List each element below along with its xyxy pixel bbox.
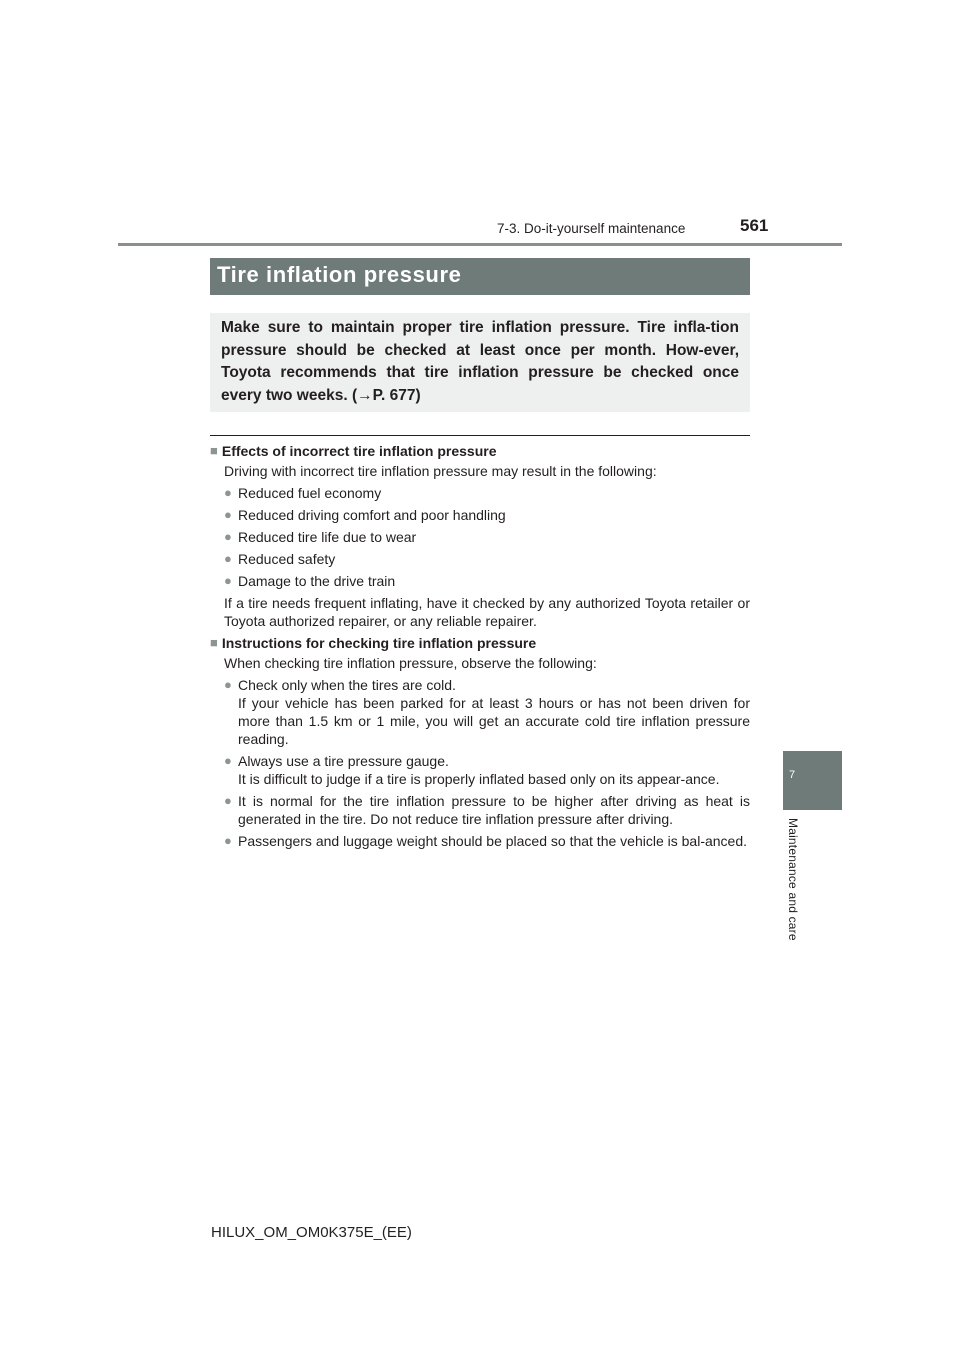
title-bar bbox=[210, 258, 750, 295]
intro-box bbox=[210, 313, 750, 412]
chapter-tab bbox=[783, 751, 842, 810]
section-heading-text: Effects of incorrect tire inflation pressure bbox=[221, 443, 497, 459]
list-item bbox=[224, 792, 750, 828]
section-heading-text: Instructions for checking tire inflation pressure bbox=[221, 635, 537, 651]
list-item-text: Check only when the tires are cold. bbox=[238, 677, 456, 693]
list-item-detail: It is difficult to judge if a tire is properly inflated based only on its appear-ance. bbox=[238, 771, 720, 787]
list-item-text: Reduced safety bbox=[238, 551, 336, 567]
page-title: Tire inflation pressure bbox=[217, 262, 462, 287]
circle-bullet-icon: ● bbox=[224, 573, 232, 588]
section-heading bbox=[210, 442, 750, 460]
list-item bbox=[224, 572, 750, 590]
section-divider bbox=[210, 435, 750, 436]
section-heading bbox=[210, 634, 750, 652]
list-item bbox=[224, 528, 750, 546]
header-divider bbox=[118, 243, 842, 246]
list-item bbox=[224, 752, 750, 788]
list-item-detail: If your vehicle has been parked for at least 3 hours or has not been driven for more than 1.5 km or 1 mile, you will get an accurate cold tire inflation pressure reading. bbox=[238, 695, 750, 747]
square-bullet-icon: ■ bbox=[210, 635, 218, 650]
list-item-text: Reduced fuel economy bbox=[238, 485, 382, 501]
section-lead: Driving with incorrect tire inflation pressure may result in the following: bbox=[224, 463, 657, 479]
section-effects bbox=[210, 442, 750, 630]
list-item-text: Reduced driving comfort and poor handling bbox=[238, 507, 506, 523]
circle-bullet-icon: ● bbox=[224, 551, 232, 566]
list-item-text: Reduced tire life due to wear bbox=[238, 529, 417, 545]
list-item bbox=[224, 550, 750, 568]
circle-bullet-icon: ● bbox=[224, 485, 232, 500]
square-bullet-icon: ■ bbox=[210, 443, 218, 458]
section-trailer: If a tire needs frequent inflating, have it checked by any authorized Toyota retailer or Toyota authorized repairer, or any reliable repairer. bbox=[224, 595, 750, 629]
section-instructions bbox=[210, 634, 750, 850]
page-number: 561 bbox=[740, 216, 769, 235]
list-item bbox=[224, 484, 750, 502]
list-item bbox=[224, 832, 750, 850]
circle-bullet-icon: ● bbox=[224, 677, 232, 692]
chapter-side-label: Maintenance and care bbox=[786, 818, 800, 941]
footer-model-code: HILUX_OM_OM0K375E_(EE) bbox=[211, 1224, 412, 1241]
content-body bbox=[210, 442, 750, 854]
chapter-tab-number: 7 bbox=[789, 769, 796, 781]
running-header-section: 7-3. Do-it-yourself maintenance bbox=[497, 221, 686, 236]
circle-bullet-icon: ● bbox=[224, 507, 232, 522]
circle-bullet-icon: ● bbox=[224, 833, 232, 848]
list-item-text: Passengers and luggage weight should be placed so that the vehicle is bal-anced. bbox=[238, 833, 748, 849]
list-item-text: Damage to the drive train bbox=[238, 573, 396, 589]
list-item bbox=[224, 506, 750, 524]
circle-bullet-icon: ● bbox=[224, 753, 232, 768]
list-item-text: Always use a tire pressure gauge. bbox=[238, 753, 449, 769]
list-item-text: It is normal for the tire inflation pressure to be higher after driving as heat is generated in the tire. Do not reduce tire inflation pressure after driving. bbox=[238, 793, 750, 827]
circle-bullet-icon: ● bbox=[224, 529, 232, 544]
section-lead: When checking tire inflation pressure, observe the following: bbox=[224, 655, 597, 671]
circle-bullet-icon: ● bbox=[224, 793, 232, 808]
intro-text: Make sure to maintain proper tire inflation pressure. Tire infla-tion pressure should be checked at least once per month. How-ever, Toyota recommends that tire inflation pressure be checked once every two weeks. (→P. 677) bbox=[221, 319, 739, 404]
list-item bbox=[224, 676, 750, 748]
